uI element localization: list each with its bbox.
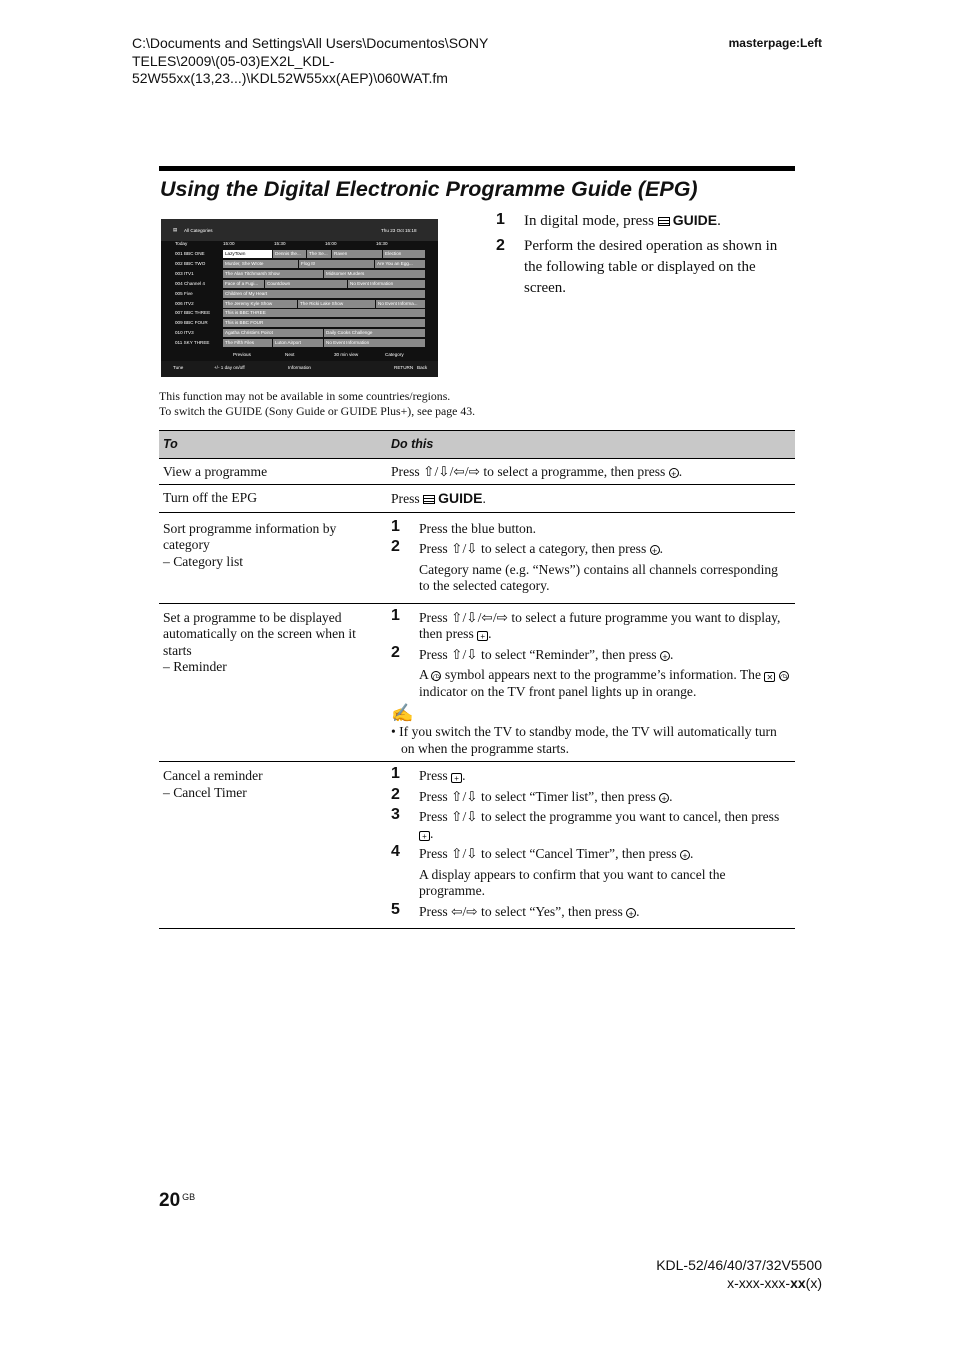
epg-programme: No Event Information [324,339,425,347]
substep-text: Press ⇧/⇩ to select a category, then press [419,541,647,556]
table-row [159,603,795,762]
substep [391,843,791,863]
epg-time: 15:00 [223,241,235,246]
step-number: 1 [391,606,400,624]
page-language: GB [182,1192,196,1202]
substep-end: . [659,541,664,556]
step-number: 2 [391,643,400,661]
epg-time: 16:00 [325,241,337,246]
epg-programme: Agatha Christie's Poirot [223,329,323,337]
to-text: Set a programme to be displayed automatically on the screen when it starts [163,609,356,658]
epg-programme: The Fifth Files [223,339,272,347]
intro-step [496,210,796,232]
substep [391,606,791,643]
row-do [387,458,795,485]
substep-end: . [670,646,674,662]
epg-guide-icon: ▤ [173,227,178,232]
substep [391,900,791,921]
part-code [656,1274,822,1292]
do-text-end: . [482,491,486,506]
epg-time: 16:30 [376,241,388,246]
epg-channel: 006 ITV2 [175,301,194,306]
epg-programme: Flog It! [299,260,374,268]
file-path [132,35,552,88]
epg-channel: 007 BBC THREE [175,310,211,315]
to-text: Sort programme information by category [163,520,337,552]
epg-channel: 010 ITV3 [175,330,194,335]
row-to [159,603,387,762]
substep-text: Press ⇧/⇩ to select “Cancel Timer”, then press [419,846,677,861]
file-path-line: C:\Documents and Settings\All Users\Documentos\SONY [132,35,489,51]
step-number: 2 [496,237,505,254]
enter-button-icon: + [626,908,636,918]
enter-button-icon: + [650,545,660,555]
substep-continuation: A display appears to confirm that you want to cancel the programme. [419,866,726,898]
guide-key-label: GUIDE [672,212,718,228]
substep [391,765,791,785]
substep-text: Press [419,768,448,783]
note-line: To switch the GUIDE (Sony Guide or GUIDE Plus+), see page 43. [159,404,476,418]
epg-programme: Election [383,250,425,258]
epg-programme: Midsomer Murders [324,270,425,278]
substep [391,517,791,538]
substep [391,538,791,558]
options-button-icon: + [419,831,430,841]
page-number [159,1190,195,1212]
intro-step [496,236,796,299]
file-path-line: 52W55xx(13,23...)\KDL52W55xx(AEP)\060WAT.fm [132,70,448,86]
model-info [656,1256,822,1292]
part-code-a: x-xxx-xxx- [727,1275,791,1291]
clock-icon: ◷ [432,672,441,682]
row-to: Turn off the EPG [159,485,387,513]
note-line: This function may not be available in some countries/regions. [159,389,451,403]
to-subtext: – Category list [163,553,244,569]
epg-channel: 002 BBC TWO [175,261,206,266]
epg-time: 15:30 [274,241,286,246]
note-pen-icon: ✍ [391,703,414,723]
model-number: KDL-52/46/40/37/32V5500 [656,1257,822,1273]
step-number: 2 [391,538,400,555]
epg-programme: This is BBC FOUR [223,319,425,327]
do-text: Press [391,491,420,506]
part-code-c: (x) [805,1275,822,1291]
step-number: 1 [391,765,400,782]
guide-icon [423,495,435,504]
enter-button-icon: + [669,468,679,478]
epg-legend: Category [385,352,404,357]
step-text: Perform the desired operation as shown in the following table or displayed on the screen. [524,238,778,296]
epg-date: Thu 23 Oct 15:18 [381,228,417,233]
step-text: In digital mode, press [524,213,654,229]
row-to [159,512,387,603]
page-number-value: 20 [159,1190,181,1211]
row-to: View a programme [159,458,387,485]
availability-notes [159,389,475,419]
epg-programme: Luton Airport [273,339,323,347]
step-number: 4 [391,843,400,860]
options-button-icon: + [477,631,488,641]
substep-text: Press ⇦/⇨ to select “Yes”, then press [419,903,623,919]
epg-programme: Children of My Heart [223,290,425,298]
cont-text: A [419,667,429,682]
epg-programme: Raven [332,250,382,258]
row-do [387,762,795,929]
epg-programme: The Jeremy Kyle Show [223,300,297,308]
substep-end: . [690,846,694,861]
cont-text: indicator on the TV front panel lights up in orange. [419,683,697,699]
to-subtext: – Cancel Timer [163,784,247,800]
table-row [159,762,795,929]
row-do [387,603,795,762]
step-text-end: . [717,213,721,229]
column-header-to: To [159,431,387,459]
step-number: 2 [391,785,400,803]
epg-footer-item: Back [417,365,428,370]
row-to [159,762,387,929]
step-number: 1 [496,211,505,228]
step-number: 3 [391,806,400,823]
epg-legend: Previous [233,352,251,357]
substep-end: . [488,626,492,641]
substep-end: . [669,788,673,804]
epg-programme: The Alan Titchmarsh Show [223,270,323,278]
substep [391,785,791,806]
epg-programme: Are You an Egg... [375,260,425,268]
epg-footer-item: +/- 1 day on/off [214,365,245,370]
guide-key-label: GUIDE [438,490,483,506]
epg-programme: The Ricki Lake Show [298,300,375,308]
epg-programme: The Se... [307,250,331,258]
epg-programme: Murder, She Wrote [223,260,298,268]
epg-programme: Daily Cooks Challenge [324,329,425,337]
table-row [159,512,795,603]
column-header-do-this: Do this [387,431,795,459]
epg-footer-item: Tune [173,365,184,370]
epg-programme: Countdown [265,280,347,288]
intro-steps [496,210,796,303]
do-text: Press ⇧/⇩/⇦/⇨ to select a programme, then press [391,463,666,479]
enter-button-icon: + [659,793,669,803]
table-header-row [159,431,795,459]
epg-today: Today [175,241,188,246]
part-code-b: xx [790,1275,806,1291]
substep-end: . [462,768,466,783]
row-do [387,512,795,603]
page-title: Using the Digital Electronic Programme Guide (EPG) [160,177,698,201]
options-button-icon: + [451,773,462,783]
epg-programme-selected: LazyTown [223,250,272,258]
epg-channel: 005 Five [175,291,193,296]
epg-channel: 003 ITV1 [175,271,194,276]
epg-category: All Categories [184,228,213,233]
file-path-line: TELES\2009\(05-03)EX2L_KDL- [132,52,335,69]
operations-table [159,430,795,929]
do-text-end: . [678,463,683,479]
substep-text: Press the blue button. [419,520,537,536]
epg-programme: No Event Information [348,280,425,288]
epg-channel: 004 Channel 4 [175,281,205,286]
epg-programme: Dennis the... [273,250,306,258]
clock-icon: ◷ [779,672,788,682]
epg-programme: No Event Informa... [376,300,425,308]
substep-continuation [391,667,791,700]
substep-text: Press ⇧/⇩ to select “Reminder”, then press [419,646,657,662]
row-do [387,485,795,513]
epg-programme: This is BBC THREE [223,309,425,317]
to-text: Cancel a reminder [163,768,263,783]
table-row [159,485,795,513]
substep [391,643,791,664]
substep-text: Press ⇧/⇩/⇦/⇨ to select a future programme you want to display, then press [419,609,781,641]
epg-channel: 009 BBC FOUR [175,320,208,325]
epg-channel: 011 SKY THREE [175,340,210,345]
epg-legend: Next [285,352,295,357]
substep-end: . [430,825,434,841]
note-bullet: • If you switch the TV to standby mode, the TV will automatically turn on when the programme starts. [391,724,777,756]
epg-legend: 30 min view [334,352,359,357]
enter-button-icon: + [660,651,670,661]
timer-lamp-icon: ✕ [764,672,775,682]
table-row [159,458,795,485]
substep-end: . [636,903,640,919]
epg-footer-item: RETURN [394,365,414,370]
enter-button-icon: + [680,850,690,860]
substep-continuation: Category name (e.g. “News”) contains all channels corresponding to the selected category. [419,561,778,593]
guide-icon [658,217,670,226]
title-rule [159,166,795,171]
epg-channel: 001 BBC ONE [175,251,205,256]
step-number: 5 [391,900,400,918]
masterpage-label: masterpage:Left [728,36,822,50]
epg-programme: Face of a Fugi... [223,280,264,288]
substep-text: Press ⇧/⇩ to select “Timer list”, then press [419,788,656,804]
step-number: 1 [391,517,400,535]
to-subtext: – Reminder [163,659,227,674]
epg-screenshot [161,219,438,377]
cont-text: symbol appears next to the programme’s information. The [444,667,761,682]
substep [391,806,791,842]
substep-text: Press ⇧/⇩ to select the programme you want to cancel, then press [419,809,780,824]
epg-footer-item: Information [288,365,311,370]
